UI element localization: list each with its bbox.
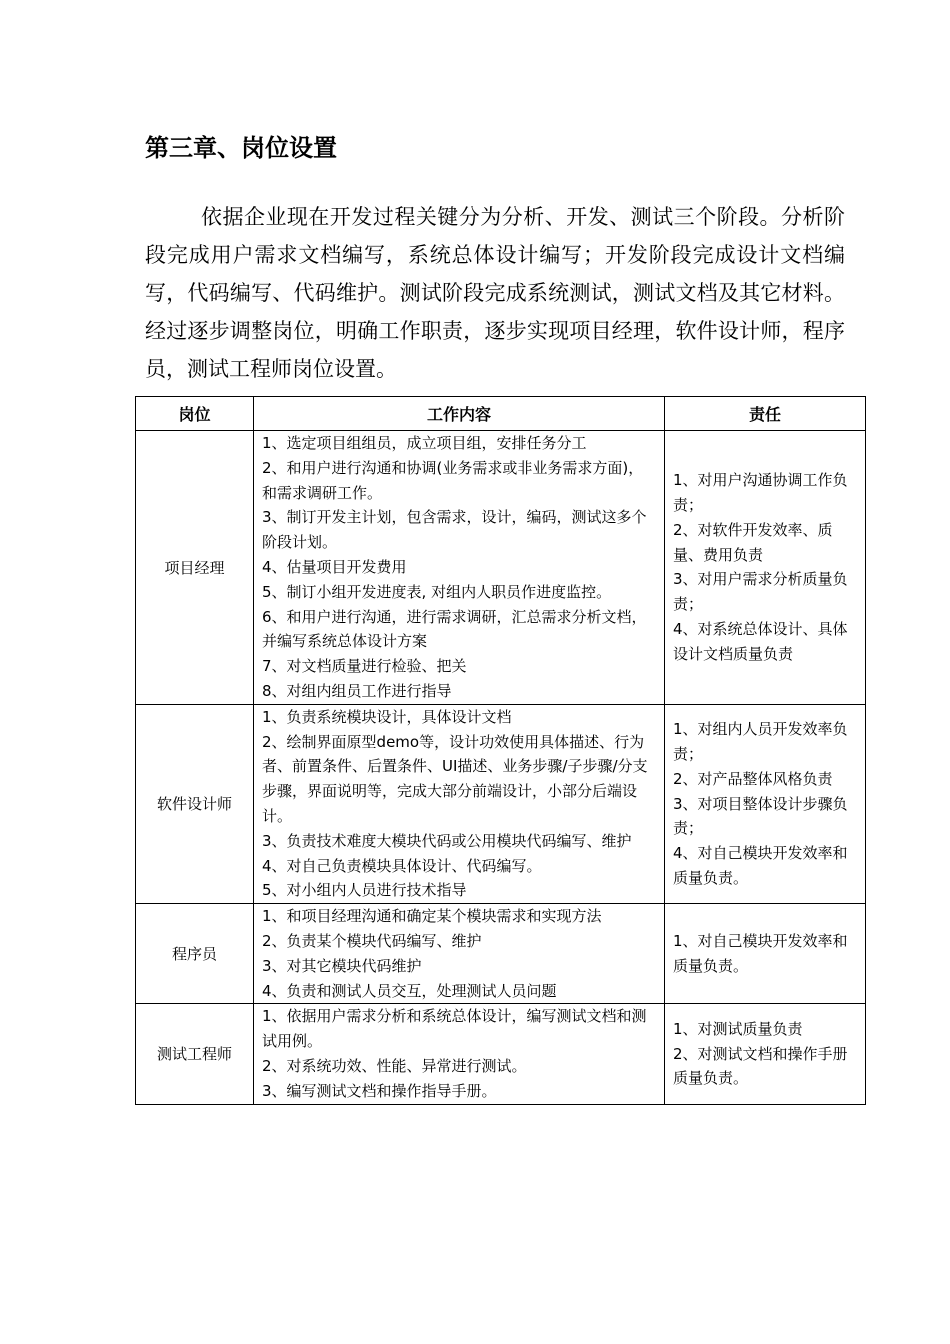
chapter-title: 第三章、岗位设置 xyxy=(145,134,337,162)
work-item: 1、选定项目组组员，成立项目组，安排任务分工 xyxy=(262,434,587,452)
table-row xyxy=(136,1004,866,1104)
work-item: 8、对组内组员工作进行指导 xyxy=(262,681,452,700)
table-row xyxy=(136,704,866,903)
responsibility-item: 3、对项目整体设计步骤负责； xyxy=(673,794,848,838)
responsibility-item: 1、对测试质量负责 xyxy=(673,1019,803,1038)
work-item: 3、对其它模块代码维护 xyxy=(262,956,422,975)
responsibility-cell xyxy=(665,704,866,903)
header-work-content: 工作内容 xyxy=(254,397,665,431)
work-item: 1、依据用户需求分析和系统总体设计，编写测试文档和测试用例。 xyxy=(262,1007,647,1051)
role-cell: 软件设计师 xyxy=(136,704,254,903)
work-content-cell xyxy=(254,704,665,903)
table-row xyxy=(136,904,866,1004)
work-item: 2、对系统功效、性能、异常进行测试。 xyxy=(262,1056,527,1075)
work-item: 4、估量项目开发费用 xyxy=(262,557,407,576)
work-item: 3、编写测试文档和操作指导手册。 xyxy=(262,1081,497,1100)
work-item: 3、制订开发主计划，包含需求，设计，编码，测试这多个阶段计划。 xyxy=(262,508,647,552)
responsibility-item: 2、对软件开发效率、质量、费用负责 xyxy=(673,520,833,564)
responsibility-item: 1、对自己模块开发效率和质量负责。 xyxy=(673,931,848,975)
role-cell: 程序员 xyxy=(136,904,254,1004)
responsibility-item: 4、对系统总体设计、具体设计文档质量负责 xyxy=(673,619,848,663)
work-item: 7、对文档质量进行检验、把关 xyxy=(262,657,467,676)
responsibility-item: 2、对产品整体风格负责 xyxy=(673,769,833,788)
intro-paragraph: 依据企业现在开发过程关键分为分析、开发、测试三个阶段。分析阶段完成用户需求文档编写，系统总体设计编写；开发阶段完成设计文档编写，代码编写、代码维护。测试阶段完成系统测试，测试文档及其它材料。经过逐步调整岗位，明确工作职责，逐步实现项目经理，软件设计师，程序员，测试工程师岗位设置。 xyxy=(145,205,845,381)
responsibility-item: 1、对组内人员开发效率负责； xyxy=(673,720,848,763)
work-item: 3、负责技术难度大模块代码或公用模块代码编写、维护 xyxy=(262,831,632,850)
work-item: 2、绘制界面原型demo等，设计功效使用具体描述、行为者、前置条件、后置条件、UI描述、业务步骤/子步骤/分支步骤，界面说明等，完成大部分前端设计，小部分后端设计。 xyxy=(262,732,648,825)
positions-table xyxy=(135,396,866,1105)
work-content-cell xyxy=(254,904,665,1004)
role-cell: 测试工程师 xyxy=(136,1004,254,1104)
responsibility-item: 1、对用户沟通协调工作负责； xyxy=(673,471,848,514)
work-item: 4、对自己负责模块具体设计、代码编写。 xyxy=(262,856,542,875)
work-item: 1、负责系统模块设计，具体设计文档 xyxy=(262,707,512,726)
work-content-cell xyxy=(254,431,665,705)
work-item: 5、对小组内人员进行技术指导 xyxy=(262,881,467,900)
responsibility-cell xyxy=(665,904,866,1004)
responsibility-cell xyxy=(665,1004,866,1104)
role-cell: 项目经理 xyxy=(136,431,254,705)
work-item: 4、负责和测试人员交互，处理测试人员问题 xyxy=(262,981,557,1000)
work-item: 6、和用户进行沟通，进行需求调研，汇总需求分析文档，并编写系统总体设计方案 xyxy=(262,607,647,651)
responsibility-item: 2、对测试文档和操作手册质量负责。 xyxy=(673,1044,848,1088)
work-item: 2、和用户进行沟通和协调(业务需求或非业务需求方面)，和需求调研工作。 xyxy=(262,458,644,502)
work-content-cell xyxy=(254,1004,665,1104)
table-header-row xyxy=(136,397,866,431)
header-responsibility: 责任 xyxy=(665,397,866,431)
responsibility-item: 4、对自己模块开发效率和质量负责。 xyxy=(673,844,848,887)
table-row xyxy=(136,431,866,705)
header-position: 岗位 xyxy=(136,397,254,431)
responsibility-item: 3、对用户需求分析质量负责； xyxy=(673,570,848,614)
responsibility-cell xyxy=(665,431,866,705)
work-item: 5、制订小组开发进度表, 对组内人职员作进度监控。 xyxy=(262,582,612,601)
work-item: 2、负责某个模块代码编写、维护 xyxy=(262,931,482,950)
work-item: 1、和项目经理沟通和确定某个模块需求和实现方法 xyxy=(262,907,602,926)
